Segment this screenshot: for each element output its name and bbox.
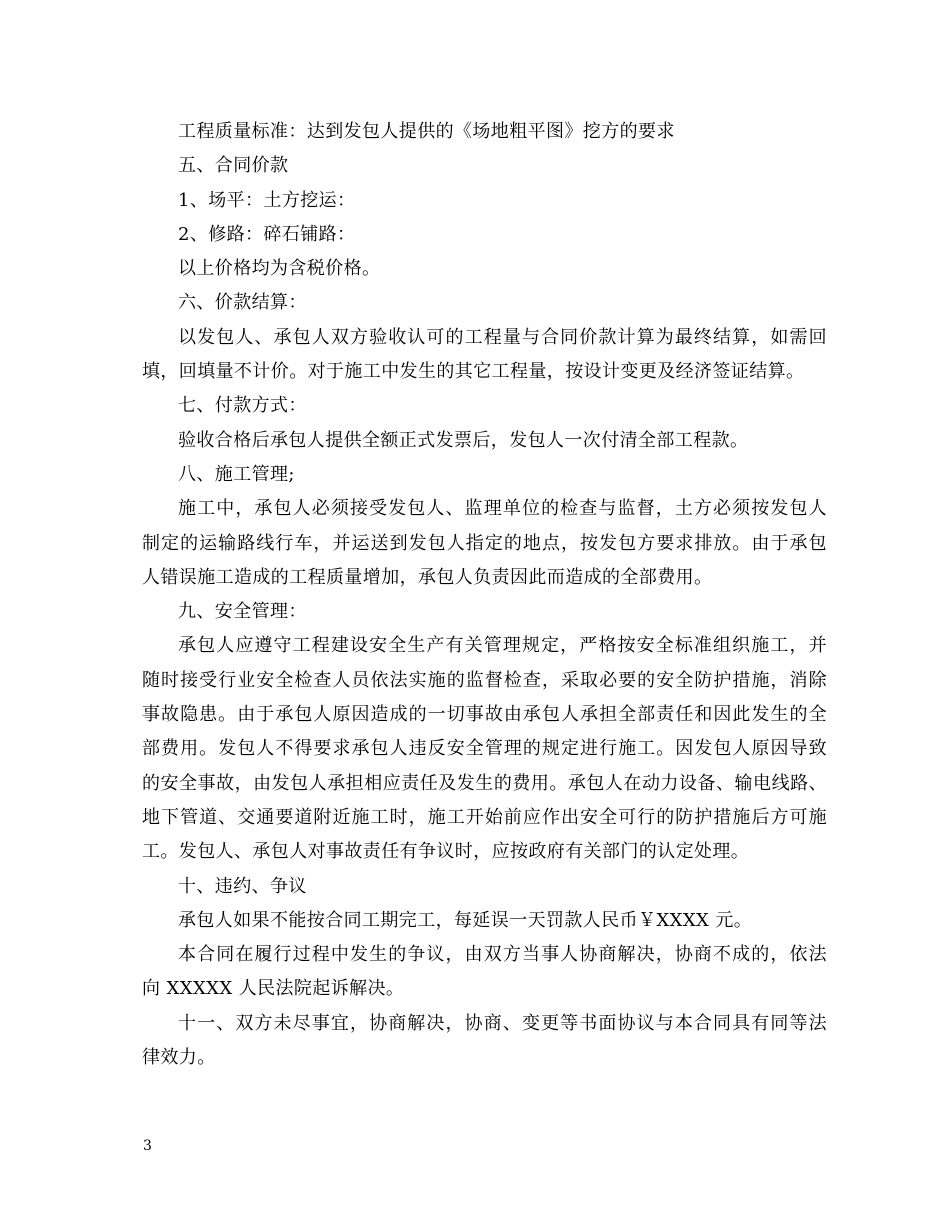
quality-standard-line: 工程质量标准：达到发包人提供的《场地粗平图》挖方的要求 xyxy=(178,121,675,142)
construction-paragraph-line: 制定的运输路线行车，并运送到发包人指定的地点，按发包方要求排放。由于承包 xyxy=(142,532,827,554)
document-body xyxy=(142,115,827,1075)
section-heading-construction-management: 八、施工管理; xyxy=(178,463,295,485)
settlement-paragraph-line: 填，回填量不计价。对于施工中发生的其它工程量，按设计变更及经济签证结算。 xyxy=(142,361,805,383)
breach-penalty-line: 承包人如果不能按合同工期完工，每延误一天罚款人民币￥XXXX 元。 xyxy=(178,909,753,931)
section-heading-settlement: 六、价款结算： xyxy=(178,292,307,314)
safety-paragraph-line: 随时接受行业安全检查人员依法实施的监督检查，采取必要的安全防护措施，消除 xyxy=(142,669,827,691)
price-item-site-leveling: 1、场平：土方挖运： xyxy=(178,189,356,211)
section-heading-contract-price: 五、合同价款 xyxy=(178,155,289,177)
safety-paragraph-line: 承包人应遵守工程建设安全生产有关管理规定，严格按安全标准组织施工，并 xyxy=(178,635,827,657)
settlement-paragraph-line: 以发包人、承包人双方验收认可的工程量与合同价款计算为最终结算，如需回 xyxy=(178,326,827,348)
safety-paragraph-line: 部费用。发包人不得要求承包人违反安全管理的规定进行施工。因发包人原因导致 xyxy=(142,738,827,760)
payment-paragraph-line: 验收合格后承包人提供全额正式发票后，发包人一次付清全部工程款。 xyxy=(178,429,749,451)
section-heading-breach-dispute: 十、违约、争议 xyxy=(178,875,307,897)
section-heading-payment: 七、付款方式： xyxy=(178,395,307,417)
page-number: 3 xyxy=(143,1138,152,1154)
dispute-paragraph-line: 本合同在履行过程中发生的争议，由双方当事人协商解决，协商不成的，依法 xyxy=(178,944,827,966)
price-item-road-repair: 2、修路：碎石铺路： xyxy=(178,223,356,245)
section-eleven-paragraph-line: 律效力。 xyxy=(142,1047,216,1069)
dispute-paragraph-line: 向 XXXXX 人民法院起诉解决。 xyxy=(142,978,405,1000)
construction-paragraph-line: 人错误施工造成的工程质量增加，承包人负责因此而造成的全部费用。 xyxy=(142,566,713,588)
safety-paragraph-line: 地下管道、交通要道附近施工时，施工开始前应作出安全可行的防护措施后方可施 xyxy=(142,806,827,828)
safety-paragraph-line: 事故隐患。由于承包人原因造成的一切事故由承包人承担全部责任和因此发生的全 xyxy=(142,704,827,726)
safety-paragraph-line: 工。发包人、承包人对事故责任有争议时，应按政府有关部门的认定处理。 xyxy=(142,841,750,863)
section-heading-safety: 九、安全管理： xyxy=(178,601,307,623)
construction-paragraph-line: 施工中，承包人必须接受发包人、监理单位的检查与监督，土方必须按发包人 xyxy=(178,498,827,520)
safety-paragraph-line: 的安全事故，由发包人承担相应责任及发生的费用。承包人在动力设备、输电线路、 xyxy=(142,772,827,794)
section-eleven-paragraph-line: 十一、双方未尽事宜，协商解决，协商、变更等书面协议与本合同具有同等法 xyxy=(178,1012,827,1034)
tax-inclusive-note: 以上价格均为含税价格。 xyxy=(178,258,381,280)
